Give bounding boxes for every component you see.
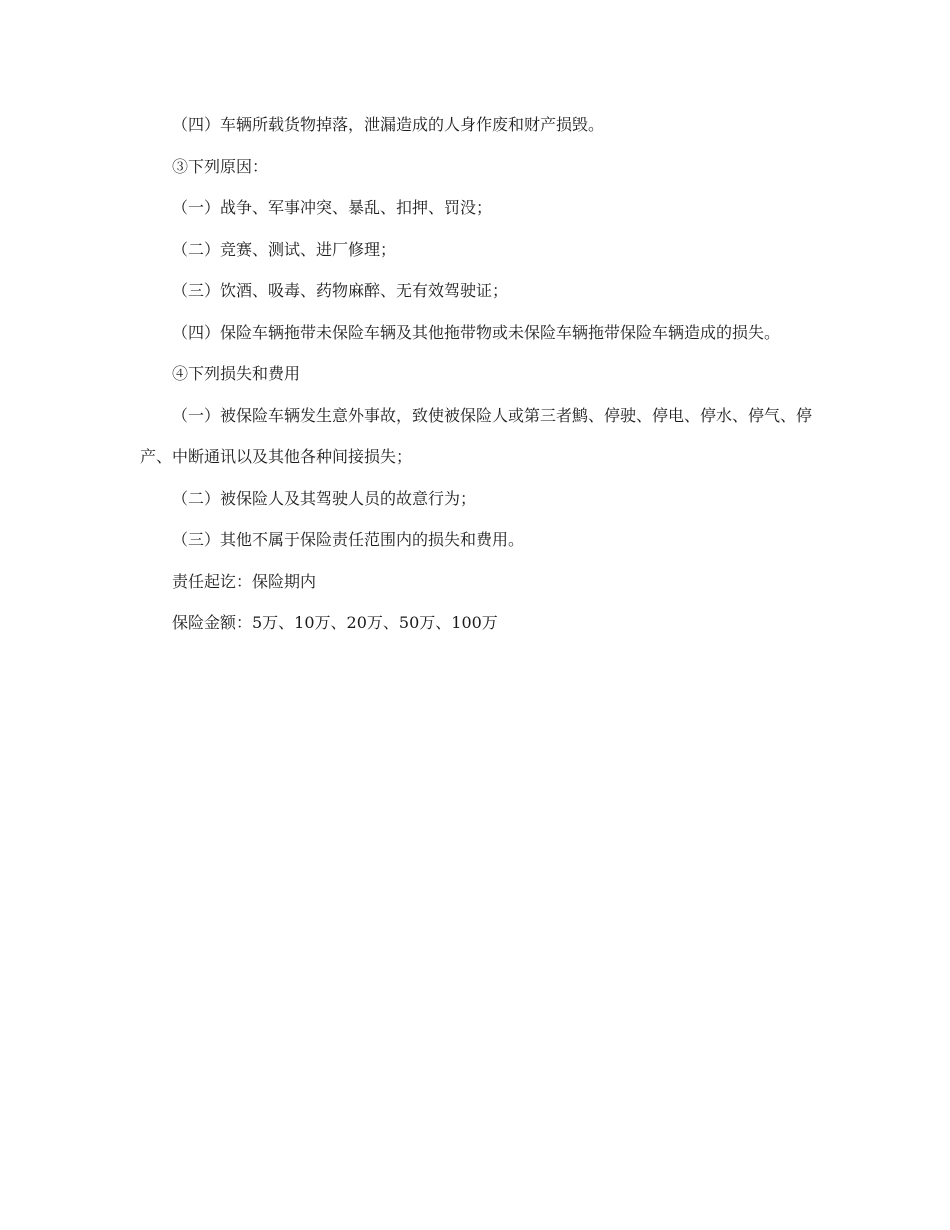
paragraph-towing: （四）保险车辆拖带未保险车辆及其他拖带物或未保险车辆拖带保险车辆造成的损失。 [172, 322, 781, 342]
paragraph-intentional-acts: （二）被保险人及其驾驶人员的故意行为； [172, 488, 477, 508]
paragraph-cargo-loss: （四）车辆所载货物掉落，泄漏造成的人身作废和财产损毁。 [172, 115, 605, 134]
paragraph-following-causes-heading: ③下列原因： [172, 156, 269, 176]
paragraph-indirect-losses: （一）被保险车辆发生意外事故，致使被保险人或第三者鹪、停驶、停电、停水、停气、停产、中断通讯以及其他各种间接损失； [140, 405, 813, 466]
paragraph-alcohol-drugs: （三）饮酒、吸毒、药物麻醉、无有效驾驶证； [172, 281, 509, 300]
paragraph-liability-period: 责任起讫：保险期内 [172, 571, 317, 591]
paragraph-war-conflict: （一）战争、军事冲突、暴乱、扣押、罚没； [172, 198, 493, 217]
document-body [140, 104, 812, 644]
paragraph-losses-expenses-heading: ④下列损失和费用 [172, 364, 301, 383]
paragraph-other-exclusions: （三）其他不属于保险责任范围内的损失和费用。 [172, 530, 525, 549]
paragraph-insured-amounts: 保险金额：5万、10万、20万、50万、100万 [172, 613, 498, 632]
paragraph-competition-testing: （二）竞赛、测试、进厂修理； [172, 239, 397, 259]
